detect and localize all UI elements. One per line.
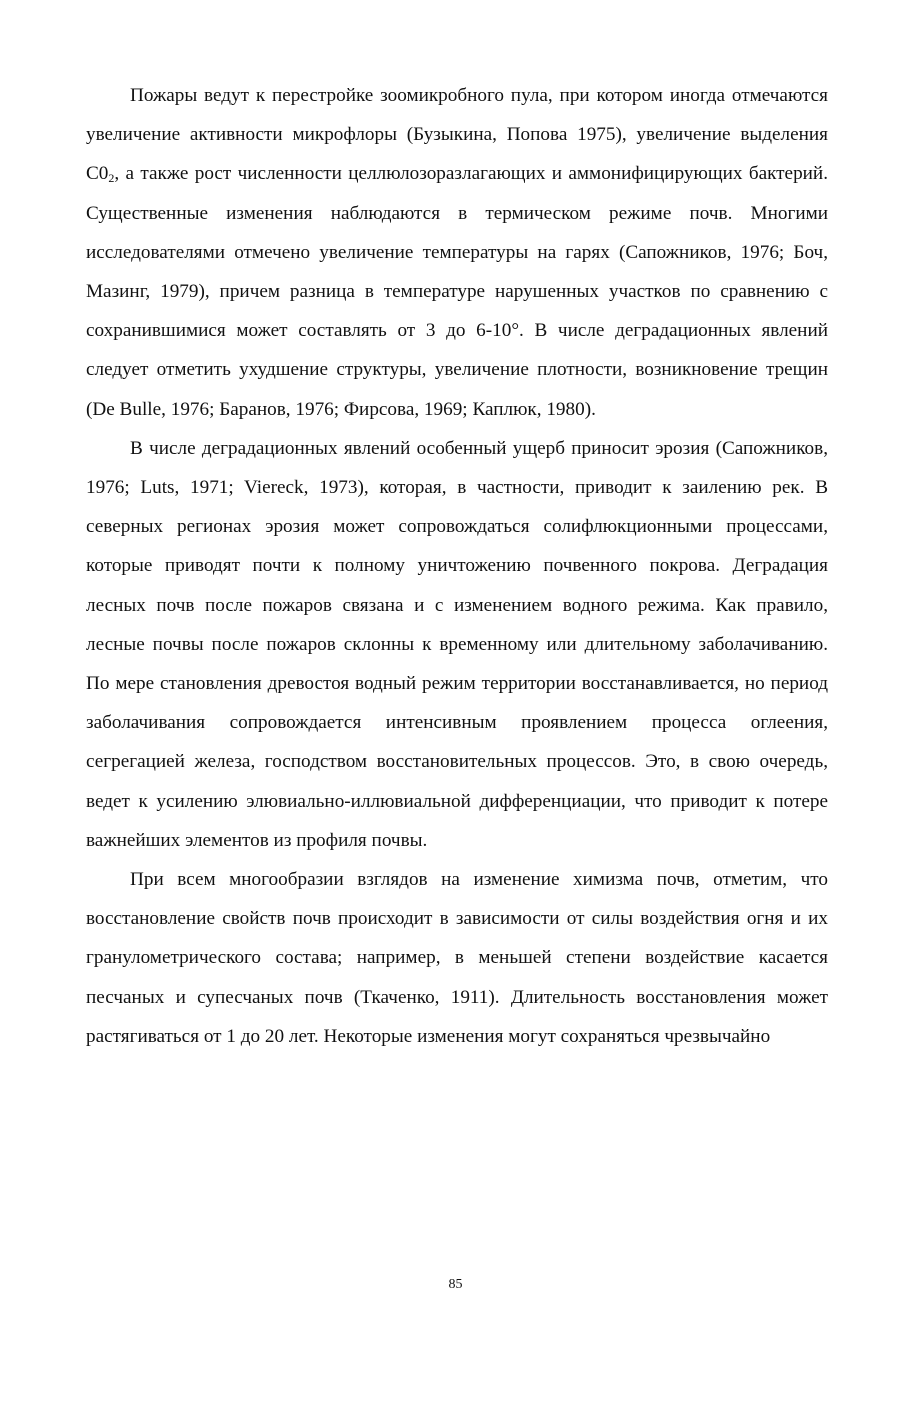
paragraph-1-text-b: , а также рост численности целлюлозоразлагающих и аммонифицирующих бактерий. Существенные изменения наблюдаются в термическом режиме почв. Многими исследователями отмечено увеличение температуры на гарях (Сапожников, 1976; Боч, Мазинг, 1979), причем разница в температуре нарушенных участков по сравнению с сохранившимися может составлять от 3 до 6-10°. В числе деградационных явлений следует отметить ухудшение структуры, увеличение плотности, возникновение трещин (De Bulle, 1976; Баранов, 1976; Фирсова, 1969; Каплюк, 1980). bbox=[86, 163, 828, 420]
paragraph-1 bbox=[86, 76, 828, 429]
paragraph-1-text-a: Пожары ведут к перестройке зоомикробного пула, при котором иногда отмечаются увеличение активности микрофлоры (Бузыкина, Попова 1975), увеличение выделения С0 bbox=[86, 85, 828, 185]
page-number: 85 bbox=[448, 1277, 463, 1292]
subscript-2: 2 bbox=[108, 171, 115, 186]
document-body bbox=[86, 76, 828, 1056]
paragraph-2: В числе деградационных явлений особенный ущерб приносит эрозия (Сапожников, 1976; Luts, 1971; Viereck, 1973), которая, в частности, приводит к заилению рек. В северных регионах эрозия может сопровождаться солифлюкционными процессами, которые приводят почти к полному уничтожению почвенного покрова. Деградация лесных почв после пожаров связана и с изменением водного режима. Как правило, лесные почвы после пожаров склонны к временному или длительному заболачиванию. По мере становления древостоя водный режим территории восстанавливается, но период заболачивания сопровождается интенсивным проявлением процесса оглеения, сегрегацией железа, господством восстановительных процессов. Это, в свою очередь, ведет к усилению элювиально-иллювиальной дифференциации, что приводит к потере важнейших элементов из профиля почвы. bbox=[86, 437, 828, 851]
paragraph-3: При всем многообразии взглядов на изменение химизма почв, отметим, что восстановление свойств почв происходит в зависимости от силы воздействия огня и их гранулометрического состава; например, в меньшей степени воздействие касается песчаных и супесчаных почв (Ткаченко, 1911). Длительность восстановления может растягиваться от 1 до 20 лет. Некоторые изменения могут сохраняться чрезвычайно bbox=[86, 869, 828, 1047]
